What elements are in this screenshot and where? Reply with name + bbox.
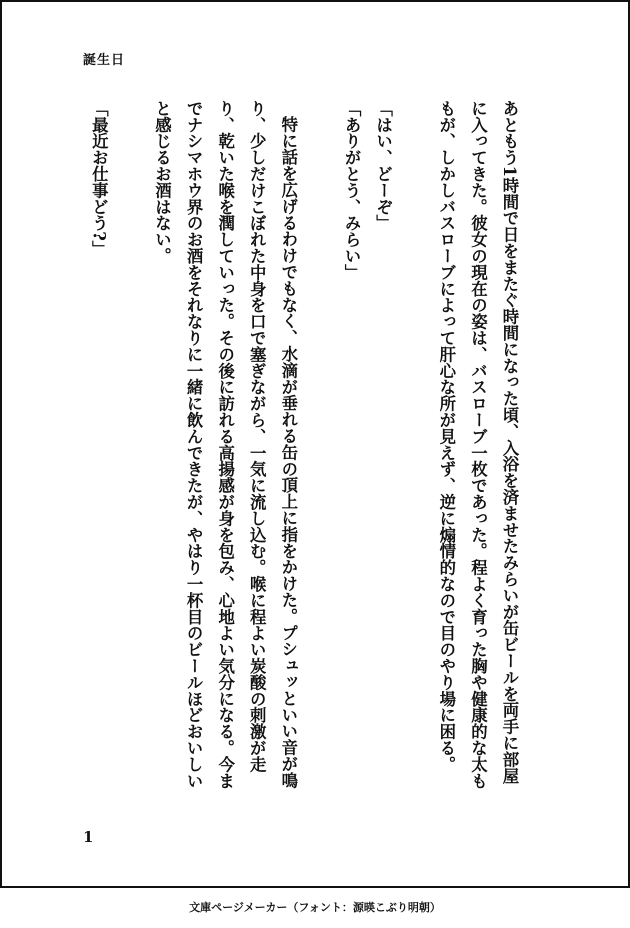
blank-line [304, 100, 336, 800]
paragraph: あともう1時間で日をまたぐ時間になった頃、入浴を済ませたみらいが缶ビールを両手に部屋に入ってきた。彼女の現在の姿は、バスローブ一枚であった。程よく育った胸や健康的な太ももが、しかしバスローブによって肝心な所が見えず、逆に煽情的なので目のやり場に困る。 [436, 100, 519, 789]
blank-line [114, 100, 146, 800]
vertical-text-body [83, 100, 525, 800]
footer-credit: 文庫ページメーカー（フォント：源暎こぶり明朝） [189, 901, 441, 914]
page-number: 1 [83, 828, 94, 846]
chapter-title: 誕生日 [83, 53, 126, 68]
paragraph: 特に話を広げるわけでもなく、水滴が垂れる缶の頂上に指をかけた。プシュッといい音が鳴り、少しだけこぼれた中身を口で塞ぎながら、一気に流し込む。喉に程よい炭酸の刺激が走り、乾いた喉を潤していった。その後に訪れる高揚感が身を包み、心地よい気分になる。今までナシマホウ界のお酒をそれなりに一緒に飲んできたが、やはり一杯目のビールほどおいしいと感じるお酒はない。 [152, 100, 298, 789]
blank-line [399, 100, 431, 800]
dialogue-line: 「最近お仕事どう?」 [89, 100, 109, 258]
dialogue-line: 「ありがとう、みらい」 [342, 100, 362, 281]
dialogue-line: 「はい、どーぞ」 [373, 100, 393, 232]
